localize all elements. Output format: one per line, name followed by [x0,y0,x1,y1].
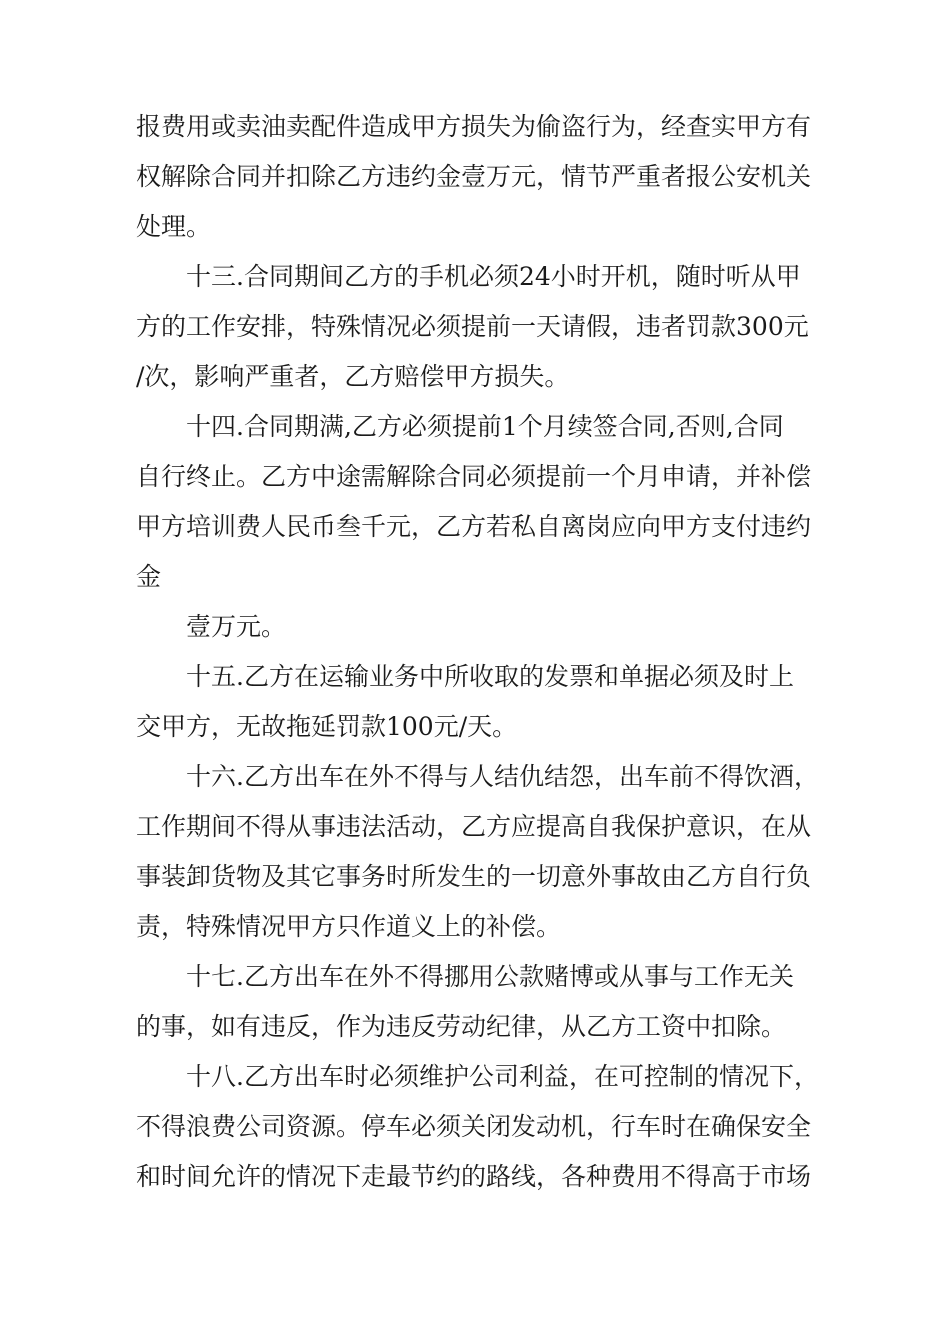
text-line: 报费用或卖油卖配件造成甲方损失为偷盗行为，经查实甲方有 [136,112,812,141]
paragraph-p-17 [136,952,826,1052]
text-line: 壹万元。 [186,612,287,641]
text-line: 不得浪费公司资源。停车必须关闭发动机，行车时在确保安全 [136,1112,812,1141]
text-line: 交甲方，无故拖延罚款100元/天。 [136,712,518,741]
text-line: 十四.合同期满,乙方必须提前1个月续签合同,否则,合同 [186,412,784,441]
text-line: 十六.乙方出车在外不得与人结仇结怨，出车前不得饮酒， [186,762,819,791]
text-line: 十五.乙方在运输业务中所收取的发票和单据必须及时上 [186,662,794,691]
paragraph-p-continuation [136,102,826,252]
text-line: 金 [136,562,162,591]
text-line: /次，影响严重者，乙方赔偿甲方损失。 [136,362,570,391]
paragraph-p-14b [136,602,826,652]
paragraph-p-16 [136,752,826,952]
text-line: 十三.合同期间乙方的手机必须24小时开机，随时听从甲 [186,262,801,291]
text-line: 和时间允许的情况下走最节约的路线，各种费用不得高于市场 [136,1162,812,1191]
text-line: 自行终止。乙方中途需解除合同必须提前一个月申请，并补偿 [136,462,812,491]
text-line: 责，特殊情况甲方只作道义上的补偿。 [136,912,562,941]
paragraph-p-18 [136,1052,826,1202]
text-line: 方的工作安排，特殊情况必须提前一天请假，违者罚款300元 [136,312,809,341]
document-body [136,102,826,1202]
paragraph-p-13 [136,252,826,402]
text-line: 工作期间不得从事违法活动，乙方应提高自我保护意识，在从 [136,812,812,841]
text-line: 事装卸货物及其它事务时所发生的一切意外事故由乙方自行负 [136,862,812,891]
paragraph-p-14 [136,402,826,602]
text-line: 处理。 [136,212,212,241]
text-line: 的事，如有违反，作为违反劳动纪律，从乙方工资中扣除。 [136,1012,787,1041]
text-line: 甲方培训费人民币叁千元，乙方若私自离岗应向甲方支付违约 [136,512,812,541]
text-line: 十七.乙方出车在外不得挪用公款赌博或从事与工作无关 [186,962,794,991]
paragraph-p-15 [136,652,826,752]
text-line: 十八.乙方出车时必须维护公司利益，在可控制的情况下， [186,1062,819,1091]
text-line: 权解除合同并扣除乙方违约金壹万元，情节严重者报公安机关 [136,162,812,191]
